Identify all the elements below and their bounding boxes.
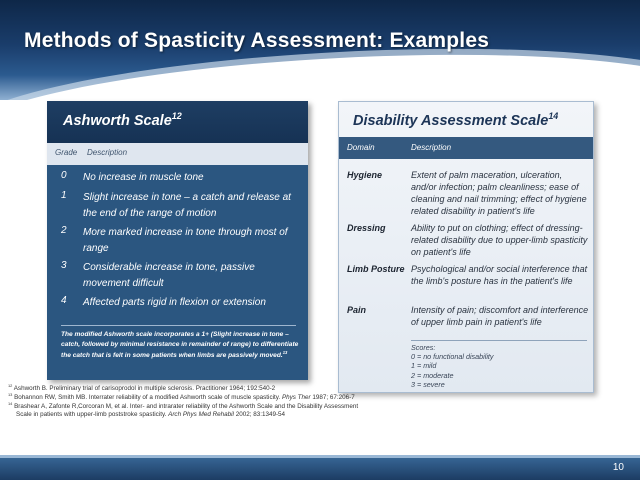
domain-description: Psychological and/or social interference that the limb's posture has in the patient's life bbox=[411, 264, 588, 286]
scores-heading: Scores: bbox=[411, 343, 436, 352]
slide-title: Methods of Spasticity Assessment: Examples bbox=[24, 29, 490, 52]
domain-name: Pain bbox=[347, 305, 367, 315]
ashworth-ref: 12 bbox=[171, 111, 182, 122]
grade-column-label: Grade bbox=[55, 148, 78, 157]
description-column-label: Description bbox=[411, 143, 452, 152]
grade-value: 4 bbox=[61, 295, 67, 306]
score-item: 2 = moderate bbox=[411, 370, 454, 380]
description-column-label: Description bbox=[87, 148, 128, 157]
page-number: 10 bbox=[612, 462, 624, 473]
domain-name: Dressing bbox=[347, 223, 386, 233]
header-band bbox=[0, 0, 640, 100]
disability-assessment-panel bbox=[338, 101, 594, 393]
footer-stripe bbox=[0, 455, 640, 458]
scores-divider bbox=[411, 340, 587, 341]
ashworth-panel-header bbox=[47, 101, 308, 143]
ashworth-column-header bbox=[47, 143, 308, 165]
grade-description: Affected parts rigid in flexion or extension bbox=[83, 297, 266, 308]
domain-description: Intensity of pain; discomfort and interference of upper limb pain in patient's life bbox=[411, 305, 589, 327]
footnote-12: $^{12}$ Ashworth B. Preliminary trial of carisoprodol in multiple sclerosis. Practitioner 1964; 192:540-2 bbox=[8, 382, 276, 392]
domain-column-label: Domain bbox=[347, 143, 375, 152]
score-item: 0 = no functional disability bbox=[411, 352, 494, 362]
disability-ref: 14 bbox=[548, 111, 559, 122]
footnote-14-cont: Scale in patients with upper-limb poststroke spasticity. Arch Phys Med Rehabil 2002; 83:1349-54 bbox=[16, 411, 286, 419]
grade-value: 1 bbox=[61, 190, 67, 201]
disability-column-header bbox=[339, 137, 593, 159]
ashworth-divider bbox=[61, 325, 296, 326]
note-ref: 13 bbox=[282, 349, 288, 355]
footnote-13: $^{13}$ Bohannon RW, Smith MB. Interrater reliability of a modified Ashworth scale of muscle spasticity. Phys Ther 1987; 67:206-7 bbox=[8, 391, 355, 401]
grade-description: No increase in muscle tone bbox=[83, 172, 204, 183]
disability-title: Disability Assessment Scale$^{14}$ bbox=[353, 111, 559, 129]
grade-value: 2 bbox=[61, 225, 67, 236]
domain-description: Ability to put on clothing; effect of dressing-related disability due to upper-limb spasticity on patient's life bbox=[411, 223, 588, 257]
grade-description: More marked increase in tone through most of range bbox=[83, 227, 288, 254]
footer-bar bbox=[0, 455, 640, 480]
domain-name: Limb Posture bbox=[347, 264, 405, 274]
grade-description: Considerable increase in tone, passive movement difficult bbox=[83, 262, 255, 289]
domain-name: Hygiene bbox=[347, 170, 383, 180]
footnote-14: $^{14}$ Brashear A, Zafonte R,Corcoran M, et al. Inter- and intrarater reliability of the Ashworth Scale and the Disability Assessment bbox=[8, 400, 359, 410]
grade-value: 0 bbox=[61, 170, 67, 181]
modified-ashworth-note: The modified Ashworth scale incorporates a 1+ (Slight increase in tone – catch, followed by minimal resistance in remainder of range) to differentiate the catch that is felt in some patients when limbs are passively moved.$^{13}$ bbox=[61, 331, 299, 359]
grade-description: Slight increase in tone – a catch and release at the end of the range of motion bbox=[83, 192, 291, 219]
ashworth-scale-panel bbox=[47, 101, 308, 380]
scores-legend bbox=[411, 343, 587, 389]
domain-description: Extent of palm maceration, ulceration, and/or infection; palm cleanliness; ease of cleaning and nail trimming; effect of hygiene related disability in patient's life bbox=[411, 170, 587, 216]
grade-value: 3 bbox=[61, 260, 67, 271]
ashworth-title: Ashworth Scale$^{12}$ bbox=[63, 111, 182, 129]
score-item: 3 = severe bbox=[411, 379, 445, 389]
score-item: 1 = mild bbox=[411, 361, 437, 371]
